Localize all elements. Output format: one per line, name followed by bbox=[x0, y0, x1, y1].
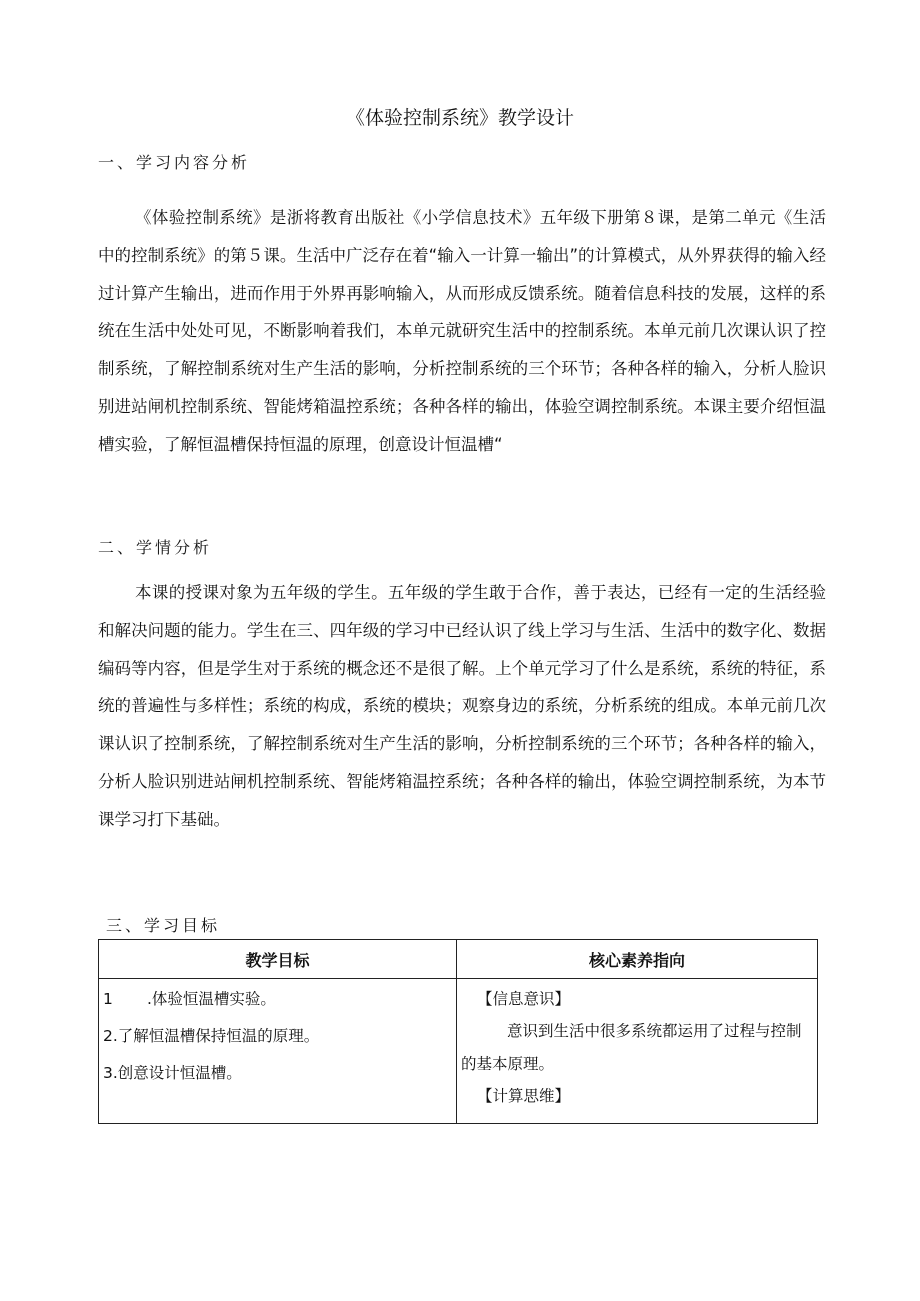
core-literacy-cell bbox=[457, 979, 818, 1124]
table-row bbox=[99, 979, 818, 1124]
literacy-info-awareness-title: 【信息意识】 bbox=[477, 990, 571, 1008]
goal-item bbox=[103, 1058, 452, 1089]
goal-text: .体验恒温槽实验。 bbox=[147, 990, 276, 1008]
teaching-goals-cell bbox=[99, 979, 457, 1124]
goal-number: 1 bbox=[103, 990, 113, 1008]
section-heading-content-analysis: 一、学习内容分析 bbox=[98, 153, 251, 172]
goal-number: 2. bbox=[103, 1027, 118, 1045]
goal-item bbox=[103, 1021, 452, 1052]
section-heading-learner-analysis: 二、学情分析 bbox=[98, 538, 213, 557]
literacy-computational-thinking-title: 【计算思维】 bbox=[477, 1087, 571, 1105]
section-heading-learning-goals: 三、学习目标 bbox=[106, 916, 221, 935]
core-literacy-header: 核心素养指向 bbox=[457, 940, 818, 979]
goal-text: 了解恒温槽保持恒温的原理。 bbox=[117, 1027, 320, 1045]
learning-goals-table bbox=[98, 939, 818, 1124]
learner-analysis-paragraph: 本课的授课对象为五年级的学生。五年级的学生敢于合作，善于表达，已经有一定的生活经验和解决问题的能力。学生在三、四年级的学习中已经认识了线上学习与生活、生活中的数字化、数据编码等内容，但是学生对于系统的概念还不是很了解。上个单元学习了什么是系统，系统的特征，系统的普遍性与多样性；系统的构成，系统的模块；观察身边的系统，分析系统的组成。本单元前几次课认识了控制系统，了解控制系统对生产生活的影响，分析控制系统的三个环节；各种各样的输入，分析人脸识别进站闸机控制系统、智能烤箱温控系统；各种各样的输出，体验空调控制系统，为本节课学习打下基础。 bbox=[98, 583, 826, 829]
goal-item bbox=[103, 984, 452, 1015]
table-header-row bbox=[99, 940, 818, 979]
goal-text: 创意设计恒温槽。 bbox=[117, 1064, 242, 1082]
content-analysis-paragraph: 《体验控制系统》是浙将教育出版社《小学信息技术》五年级下册第８课，是第二单元《生活中的控制系统》的第５课。生活中广泛存在着“输入一计算一输出”的计算模式，从外界获得的输入经过计算产生输出，进而作用于外界再影响输入，从而形成反馈系统。随着信息科技的发展，这样的系统在生活中处处可见，不断影响着我们，本单元就研究生活中的控制系统。本单元前几次课认识了控制系统，了解控制系统对生产生活的影响，分析控制系统的三个环节；各种各样的输入，分析人脸识别进站闸机控制系统、智能烤箱温控系统；各种各样的输出，体验空调控制系统。本课主要介绍恒温槽实验，了解恒温槽保持恒温的原理，创意设计恒温槽“ bbox=[98, 208, 826, 454]
literacy-info-awareness-text: 意识到生活中很多系统都运用了过程与控制的基本原理。 bbox=[461, 1022, 802, 1073]
goal-number: 3. bbox=[103, 1064, 118, 1082]
teaching-goals-header: 教学目标 bbox=[99, 940, 457, 979]
document-title: 《体验控制系统》教学设计 bbox=[345, 107, 574, 129]
